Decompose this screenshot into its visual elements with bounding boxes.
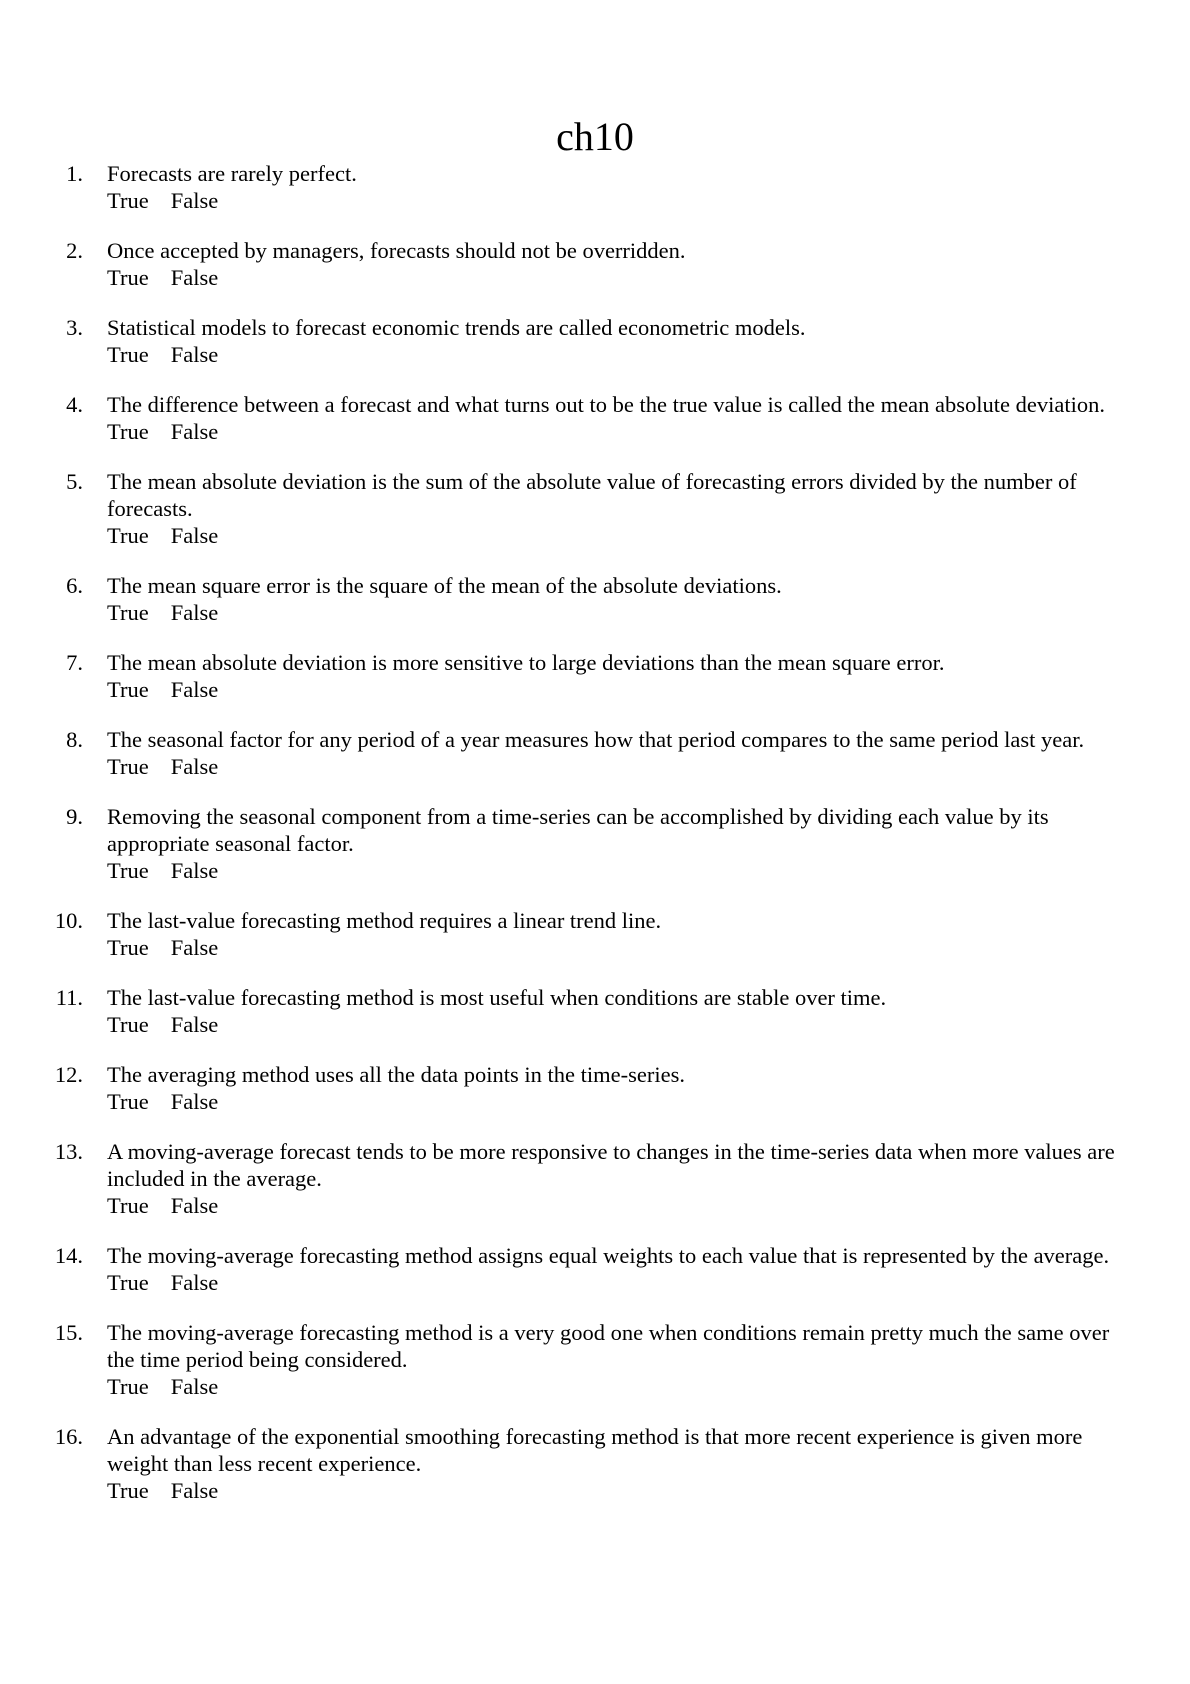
question-item — [0, 468, 1190, 549]
question-text: The moving-average forecasting method assigns equal weights to each value that is represented by the average. — [107, 1243, 1110, 1268]
question-text: The seasonal factor for any period of a year measures how that period compares to the same period last year. — [107, 727, 1085, 752]
question-item — [0, 984, 1190, 1038]
question-number: 15. — [54, 1320, 83, 1345]
false-option[interactable]: False — [170, 1012, 219, 1037]
question-item — [0, 649, 1190, 703]
question-number: 8. — [66, 727, 83, 752]
question-text: Forecasts are rarely perfect. — [107, 161, 357, 186]
true-option[interactable]: True — [107, 523, 149, 548]
question-item — [0, 572, 1190, 626]
question-number: 2. — [66, 238, 83, 263]
question-item — [0, 1423, 1190, 1504]
true-option[interactable]: True — [107, 1193, 149, 1218]
question-number: 5. — [66, 469, 83, 494]
false-option[interactable]: False — [170, 858, 219, 883]
question-number: 12. — [54, 1062, 83, 1087]
question-item — [0, 314, 1190, 368]
question-number: 16. — [54, 1424, 83, 1449]
false-option[interactable]: False — [170, 1193, 219, 1218]
question-text: The averaging method uses all the data points in the time-series. — [107, 1062, 685, 1087]
page-title: ch10 — [556, 114, 634, 159]
question-number: 6. — [66, 573, 83, 598]
question-item — [0, 237, 1190, 291]
question-item — [0, 726, 1190, 780]
false-option[interactable]: False — [170, 754, 219, 779]
false-option[interactable]: False — [170, 1270, 219, 1295]
true-option[interactable]: True — [107, 188, 149, 213]
true-option[interactable]: True — [107, 1012, 149, 1037]
true-option[interactable]: True — [107, 342, 149, 367]
question-number: 3. — [66, 315, 83, 340]
true-option[interactable]: True — [107, 935, 149, 960]
question-item — [0, 391, 1190, 445]
question-number: 7. — [66, 650, 83, 675]
question-item — [0, 160, 1190, 214]
false-option[interactable]: False — [170, 600, 219, 625]
question-text: An advantage of the exponential smoothing forecasting method is that more recent experience is given more weight than less recent experience. — [107, 1424, 1083, 1476]
false-option[interactable]: False — [170, 342, 219, 367]
false-option[interactable]: False — [170, 265, 219, 290]
question-item — [0, 803, 1190, 884]
question-text: The moving-average forecasting method is a very good one when conditions remain pretty much the same over the time period being considered. — [107, 1320, 1110, 1372]
question-number: 14. — [54, 1243, 83, 1268]
true-option[interactable]: True — [107, 1478, 149, 1503]
true-option[interactable]: True — [107, 419, 149, 444]
true-option[interactable]: True — [107, 858, 149, 883]
question-number: 1. — [66, 161, 83, 186]
question-text: The mean absolute deviation is more sensitive to large deviations than the mean square error. — [107, 650, 945, 675]
true-option[interactable]: True — [107, 1270, 149, 1295]
question-item — [0, 1061, 1190, 1115]
false-option[interactable]: False — [170, 1374, 219, 1399]
question-number: 10. — [54, 908, 83, 933]
true-option[interactable]: True — [107, 1374, 149, 1399]
question-text: Removing the seasonal component from a time-series can be accomplished by dividing each value by its appropriate seasonal factor. — [107, 804, 1049, 856]
question-text: Statistical models to forecast economic trends are called econometric models. — [107, 315, 806, 340]
question-list — [0, 160, 1190, 1527]
false-option[interactable]: False — [170, 935, 219, 960]
true-option[interactable]: True — [107, 600, 149, 625]
question-item — [0, 1242, 1190, 1296]
false-option[interactable]: False — [170, 677, 219, 702]
true-option[interactable]: True — [107, 754, 149, 779]
question-item — [0, 1319, 1190, 1400]
question-text: The mean absolute deviation is the sum of the absolute value of forecasting errors divided by the number of forecasts. — [107, 469, 1077, 521]
question-text: The last-value forecasting method is most useful when conditions are stable over time. — [107, 985, 887, 1010]
question-number: 9. — [66, 804, 83, 829]
question-number: 11. — [55, 985, 83, 1010]
true-option[interactable]: True — [107, 1089, 149, 1114]
false-option[interactable]: False — [170, 419, 219, 444]
question-text: The last-value forecasting method requires a linear trend line. — [107, 908, 662, 933]
true-option[interactable]: True — [107, 265, 149, 290]
true-option[interactable]: True — [107, 677, 149, 702]
false-option[interactable]: False — [170, 523, 219, 548]
question-item — [0, 1138, 1190, 1219]
question-item — [0, 907, 1190, 961]
question-text: The mean square error is the square of the mean of the absolute deviations. — [107, 573, 782, 598]
false-option[interactable]: False — [170, 1089, 219, 1114]
question-text: A moving-average forecast tends to be more responsive to changes in the time-series data when more values are included in the average. — [107, 1139, 1115, 1191]
question-number: 4. — [66, 392, 83, 417]
false-option[interactable]: False — [170, 188, 219, 213]
question-number: 13. — [54, 1139, 83, 1164]
false-option[interactable]: False — [170, 1478, 219, 1503]
question-text: The difference between a forecast and what turns out to be the true value is called the mean absolute deviation. — [107, 392, 1105, 417]
question-text: Once accepted by managers, forecasts should not be overridden. — [107, 238, 686, 263]
